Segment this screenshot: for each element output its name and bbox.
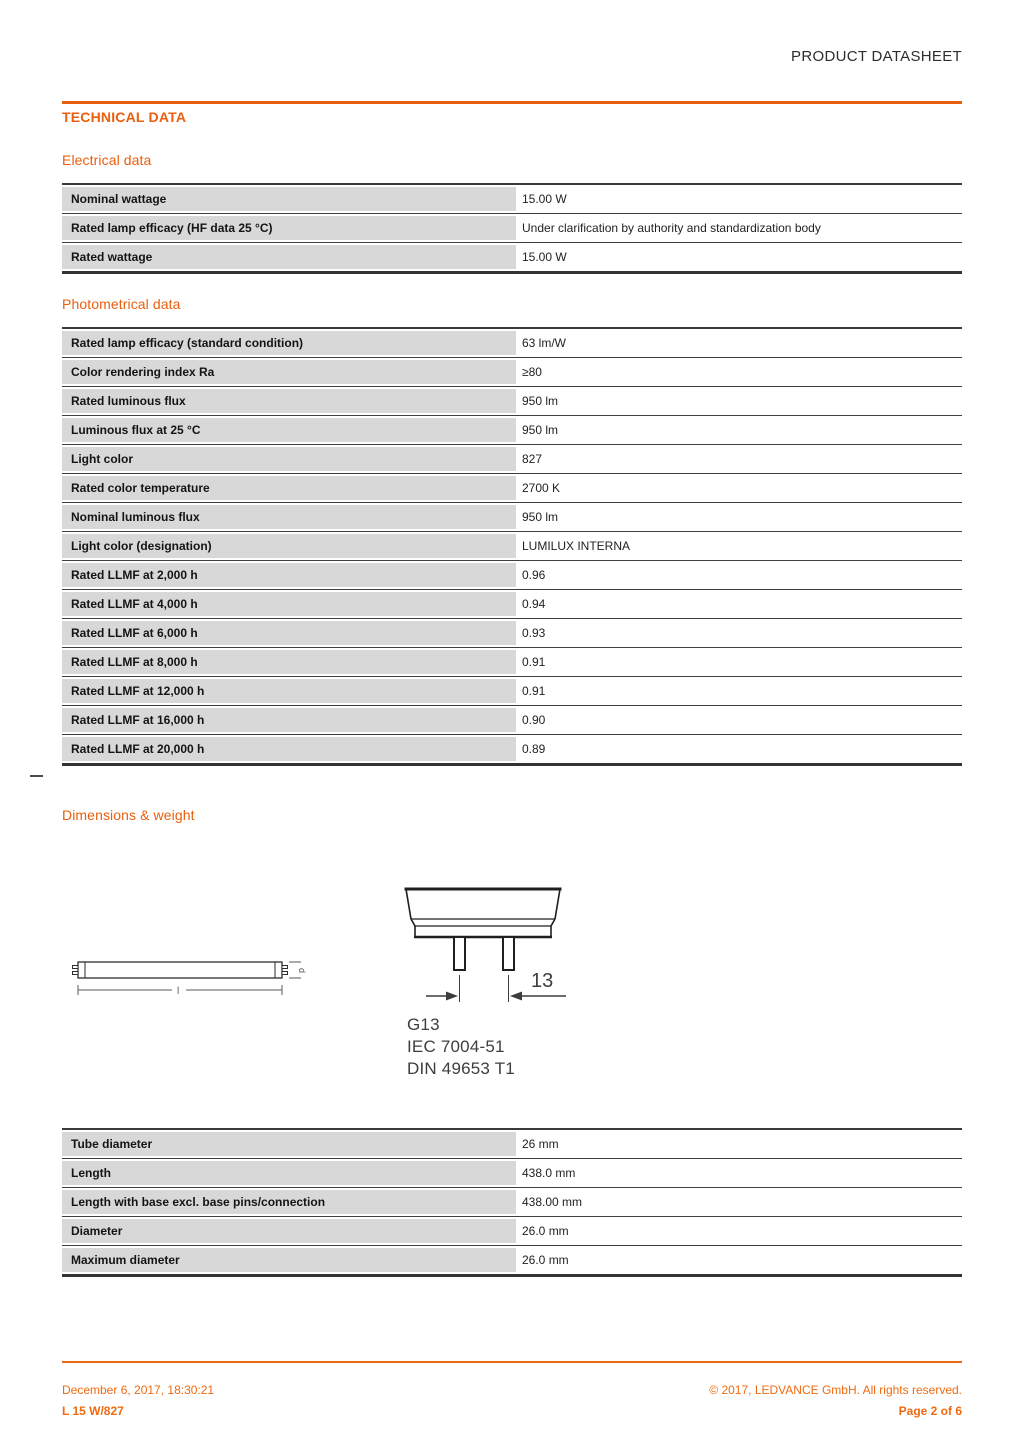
row-label: Length	[62, 1161, 516, 1185]
row-value: 950 lm	[522, 510, 559, 524]
electrical-table	[62, 183, 962, 274]
table-row	[62, 734, 962, 763]
row-label: Tube diameter	[62, 1132, 516, 1156]
row-value: 0.91	[522, 684, 546, 698]
table-row	[62, 531, 962, 560]
base-standard-labels	[407, 1014, 515, 1080]
table-row	[62, 1245, 962, 1274]
footer-copyright: © 2017, LEDVANCE GmbH. All rights reserved.	[709, 1383, 962, 1397]
footer-datetime: December 6, 2017, 18:30:21	[62, 1383, 215, 1397]
row-label: Maximum diameter	[62, 1248, 516, 1272]
technical-data-heading: TECHNICAL DATA	[62, 109, 187, 125]
table-row	[62, 676, 962, 705]
row-value: LUMILUX INTERNA	[522, 539, 631, 553]
row-label: Rated LLMF at 4,000 h	[62, 592, 516, 616]
table-row	[62, 242, 962, 271]
base-drawing	[398, 880, 583, 1005]
table-row	[62, 329, 962, 357]
footer-right	[709, 1380, 962, 1422]
row-label: Rated LLMF at 6,000 h	[62, 621, 516, 645]
row-value: 63 lm/W	[522, 336, 567, 350]
row-label: Length with base excl. base pins/connection	[62, 1190, 516, 1214]
row-label: Rated lamp efficacy (HF data 25 °C)	[62, 216, 516, 240]
table-row	[62, 185, 962, 213]
row-label: Light color	[62, 447, 516, 471]
row-label: Rated LLMF at 12,000 h	[62, 679, 516, 703]
row-label: Rated LLMF at 2,000 h	[62, 563, 516, 587]
table-row	[62, 213, 962, 242]
row-value: Under clarification by authority and standardization body	[522, 221, 821, 235]
tube-diameter-label: d	[297, 968, 307, 974]
row-value: 0.93	[522, 626, 546, 640]
margin-dash	[30, 775, 43, 777]
table-row	[62, 415, 962, 444]
row-value: 2700 K	[522, 481, 561, 495]
table-row	[62, 1130, 962, 1158]
table-row	[62, 357, 962, 386]
table-row	[62, 502, 962, 531]
top-divider	[62, 101, 962, 104]
row-label: Rated LLMF at 20,000 h	[62, 737, 516, 761]
photometrical-section-heading: Photometrical data	[62, 296, 181, 312]
table-row	[62, 1216, 962, 1245]
row-value: 0.91	[522, 655, 546, 669]
table-row	[62, 647, 962, 676]
electrical-section-heading: Electrical data	[62, 152, 152, 168]
row-value: 15.00 W	[522, 250, 567, 264]
table-row	[62, 473, 962, 502]
row-value: 0.90	[522, 713, 546, 727]
row-value: 26 mm	[522, 1137, 559, 1151]
base-type-label: G13	[407, 1015, 440, 1034]
dimensions-table	[62, 1128, 962, 1277]
table-row	[62, 705, 962, 734]
row-value: 0.89	[522, 742, 546, 756]
row-label: Nominal luminous flux	[62, 505, 516, 529]
footer-divider	[62, 1361, 962, 1363]
table-row	[62, 618, 962, 647]
footer-left	[62, 1380, 214, 1422]
table-row	[62, 560, 962, 589]
row-value: 0.94	[522, 597, 546, 611]
row-label: Light color (designation)	[62, 534, 516, 558]
table-row	[62, 386, 962, 415]
row-value: 0.96	[522, 568, 546, 582]
footer-product-code: L 15 W/827	[62, 1404, 124, 1418]
footer-page-number: Page 2 of 6	[898, 1404, 962, 1418]
tube-length-label: l	[177, 986, 180, 997]
table-row	[62, 1187, 962, 1216]
row-label: Rated luminous flux	[62, 389, 516, 413]
row-label: Rated lamp efficacy (standard condition)	[62, 331, 516, 355]
row-label: Rated wattage	[62, 245, 516, 269]
row-value: 827	[522, 452, 543, 466]
row-label: Rated color temperature	[62, 476, 516, 500]
row-value: ≥80	[522, 365, 542, 379]
tube-drawing	[70, 952, 310, 1007]
row-label: Luminous flux at 25 °C	[62, 418, 516, 442]
row-label: Rated LLMF at 16,000 h	[62, 708, 516, 732]
row-label: Rated LLMF at 8,000 h	[62, 650, 516, 674]
page-title: PRODUCT DATASHEET	[791, 48, 962, 65]
row-value: 438.00 mm	[522, 1195, 583, 1209]
row-value: 26.0 mm	[522, 1253, 569, 1267]
base-din-label: DIN 49653 T1	[407, 1059, 515, 1078]
photometrical-table	[62, 327, 962, 766]
row-label: Color rendering index Ra	[62, 360, 516, 384]
table-row	[62, 1158, 962, 1187]
pin-spacing-value: 13	[531, 970, 554, 992]
row-value: 950 lm	[522, 423, 559, 437]
row-value: 26.0 mm	[522, 1224, 569, 1238]
row-label: Diameter	[62, 1219, 516, 1243]
row-value: 438.0 mm	[522, 1166, 576, 1180]
table-row	[62, 444, 962, 473]
table-row	[62, 589, 962, 618]
row-value: 15.00 W	[522, 192, 567, 206]
row-value: 950 lm	[522, 394, 559, 408]
dimensions-section-heading: Dimensions & weight	[62, 807, 195, 823]
row-label: Nominal wattage	[62, 187, 516, 211]
base-iec-label: IEC 7004-51	[407, 1037, 505, 1056]
